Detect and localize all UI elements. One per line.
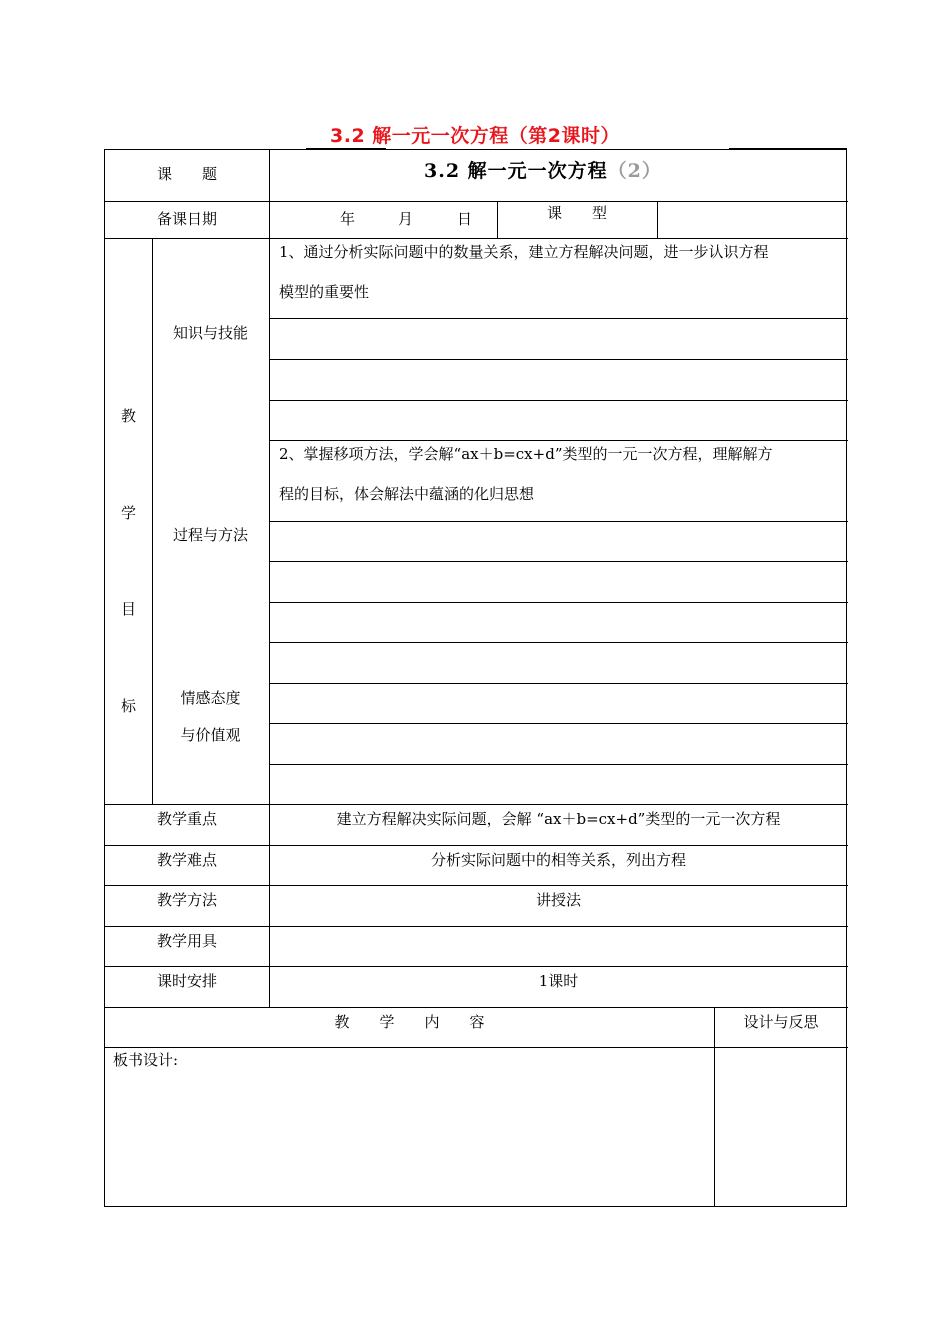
key-points-value: 建立方程解决实际问题，会解 “ax＋b=cx+d”类型的一元一次方程 bbox=[336, 810, 781, 828]
tools-label: 教学用具 bbox=[156, 932, 217, 950]
knowledge-text-line-2: 模型的重要性 bbox=[279, 283, 370, 301]
emotion-label-line-1: 情感态度 bbox=[180, 689, 241, 707]
row-divider bbox=[105, 885, 848, 886]
date-month: 月 bbox=[398, 210, 414, 228]
row-divider bbox=[269, 400, 848, 401]
process-text-line-2: 程的目标，体会解法中蕴涵的化归思想 bbox=[279, 485, 535, 503]
objectives-char-3: 目 bbox=[120, 600, 136, 618]
emotion-label-line-2: 与价值观 bbox=[180, 726, 241, 744]
row-divider bbox=[105, 1047, 848, 1048]
objectives-char-4: 标 bbox=[120, 697, 136, 715]
method-label: 教学方法 bbox=[156, 891, 217, 909]
document-title: 3.2 解一元一次方程（第2课时） bbox=[330, 125, 620, 147]
knowledge-text-line-1: 1、通过分析实际问题中的数量关系，建立方程解决问题，进一步认识方程 bbox=[279, 243, 769, 261]
topic-label: 课 题 bbox=[156, 165, 217, 183]
difficulties-label: 教学难点 bbox=[156, 851, 217, 869]
row-divider bbox=[269, 561, 848, 562]
row-divider bbox=[269, 683, 848, 684]
row-divider bbox=[269, 642, 848, 643]
row-divider bbox=[105, 845, 848, 846]
objectives-char-2: 学 bbox=[120, 504, 136, 522]
row-divider bbox=[105, 926, 848, 927]
process-text-line-1: 2、掌握移项方法，学会解“ax＋b=cx+d”类型的一元一次方程，理解解方 bbox=[279, 445, 773, 463]
date-year: 年 bbox=[340, 210, 356, 228]
row-divider bbox=[269, 723, 848, 724]
key-points-label: 教学重点 bbox=[156, 810, 217, 828]
board-design-label: 板书设计: bbox=[113, 1051, 179, 1069]
column-divider bbox=[269, 150, 270, 1007]
row-divider bbox=[105, 201, 848, 202]
date-day: 日 bbox=[457, 210, 473, 228]
row-divider bbox=[105, 804, 848, 805]
method-value: 讲授法 bbox=[535, 891, 581, 909]
lesson-plan-table bbox=[104, 149, 847, 1207]
row-divider bbox=[269, 602, 848, 603]
teaching-content-header: 教 学 内 容 bbox=[334, 1013, 485, 1031]
column-divider bbox=[152, 238, 153, 804]
row-divider bbox=[105, 1007, 848, 1008]
schedule-value: 1课时 bbox=[538, 972, 579, 990]
row-divider bbox=[269, 359, 848, 360]
schedule-label: 课时安排 bbox=[156, 972, 217, 990]
type-label: 课 型 bbox=[546, 204, 607, 222]
row-divider bbox=[105, 966, 848, 967]
reflection-header: 设计与反思 bbox=[743, 1013, 819, 1031]
objectives-char-1: 教 bbox=[120, 407, 136, 425]
column-divider bbox=[714, 1007, 715, 1207]
difficulties-value: 分析实际问题中的相等关系，列出方程 bbox=[430, 851, 686, 869]
row-divider bbox=[269, 521, 848, 522]
knowledge-text bbox=[279, 232, 769, 312]
topic-value-main: 3.2 解一元一次方程 bbox=[424, 160, 608, 182]
process-label: 过程与方法 bbox=[172, 526, 248, 544]
date-label: 备课日期 bbox=[156, 210, 217, 228]
row-divider bbox=[269, 764, 848, 765]
row-divider bbox=[269, 318, 848, 319]
topic-value-suffix: （2） bbox=[607, 160, 662, 182]
process-text bbox=[279, 434, 773, 514]
knowledge-label: 知识与技能 bbox=[172, 324, 248, 342]
topic-value bbox=[424, 156, 662, 183]
